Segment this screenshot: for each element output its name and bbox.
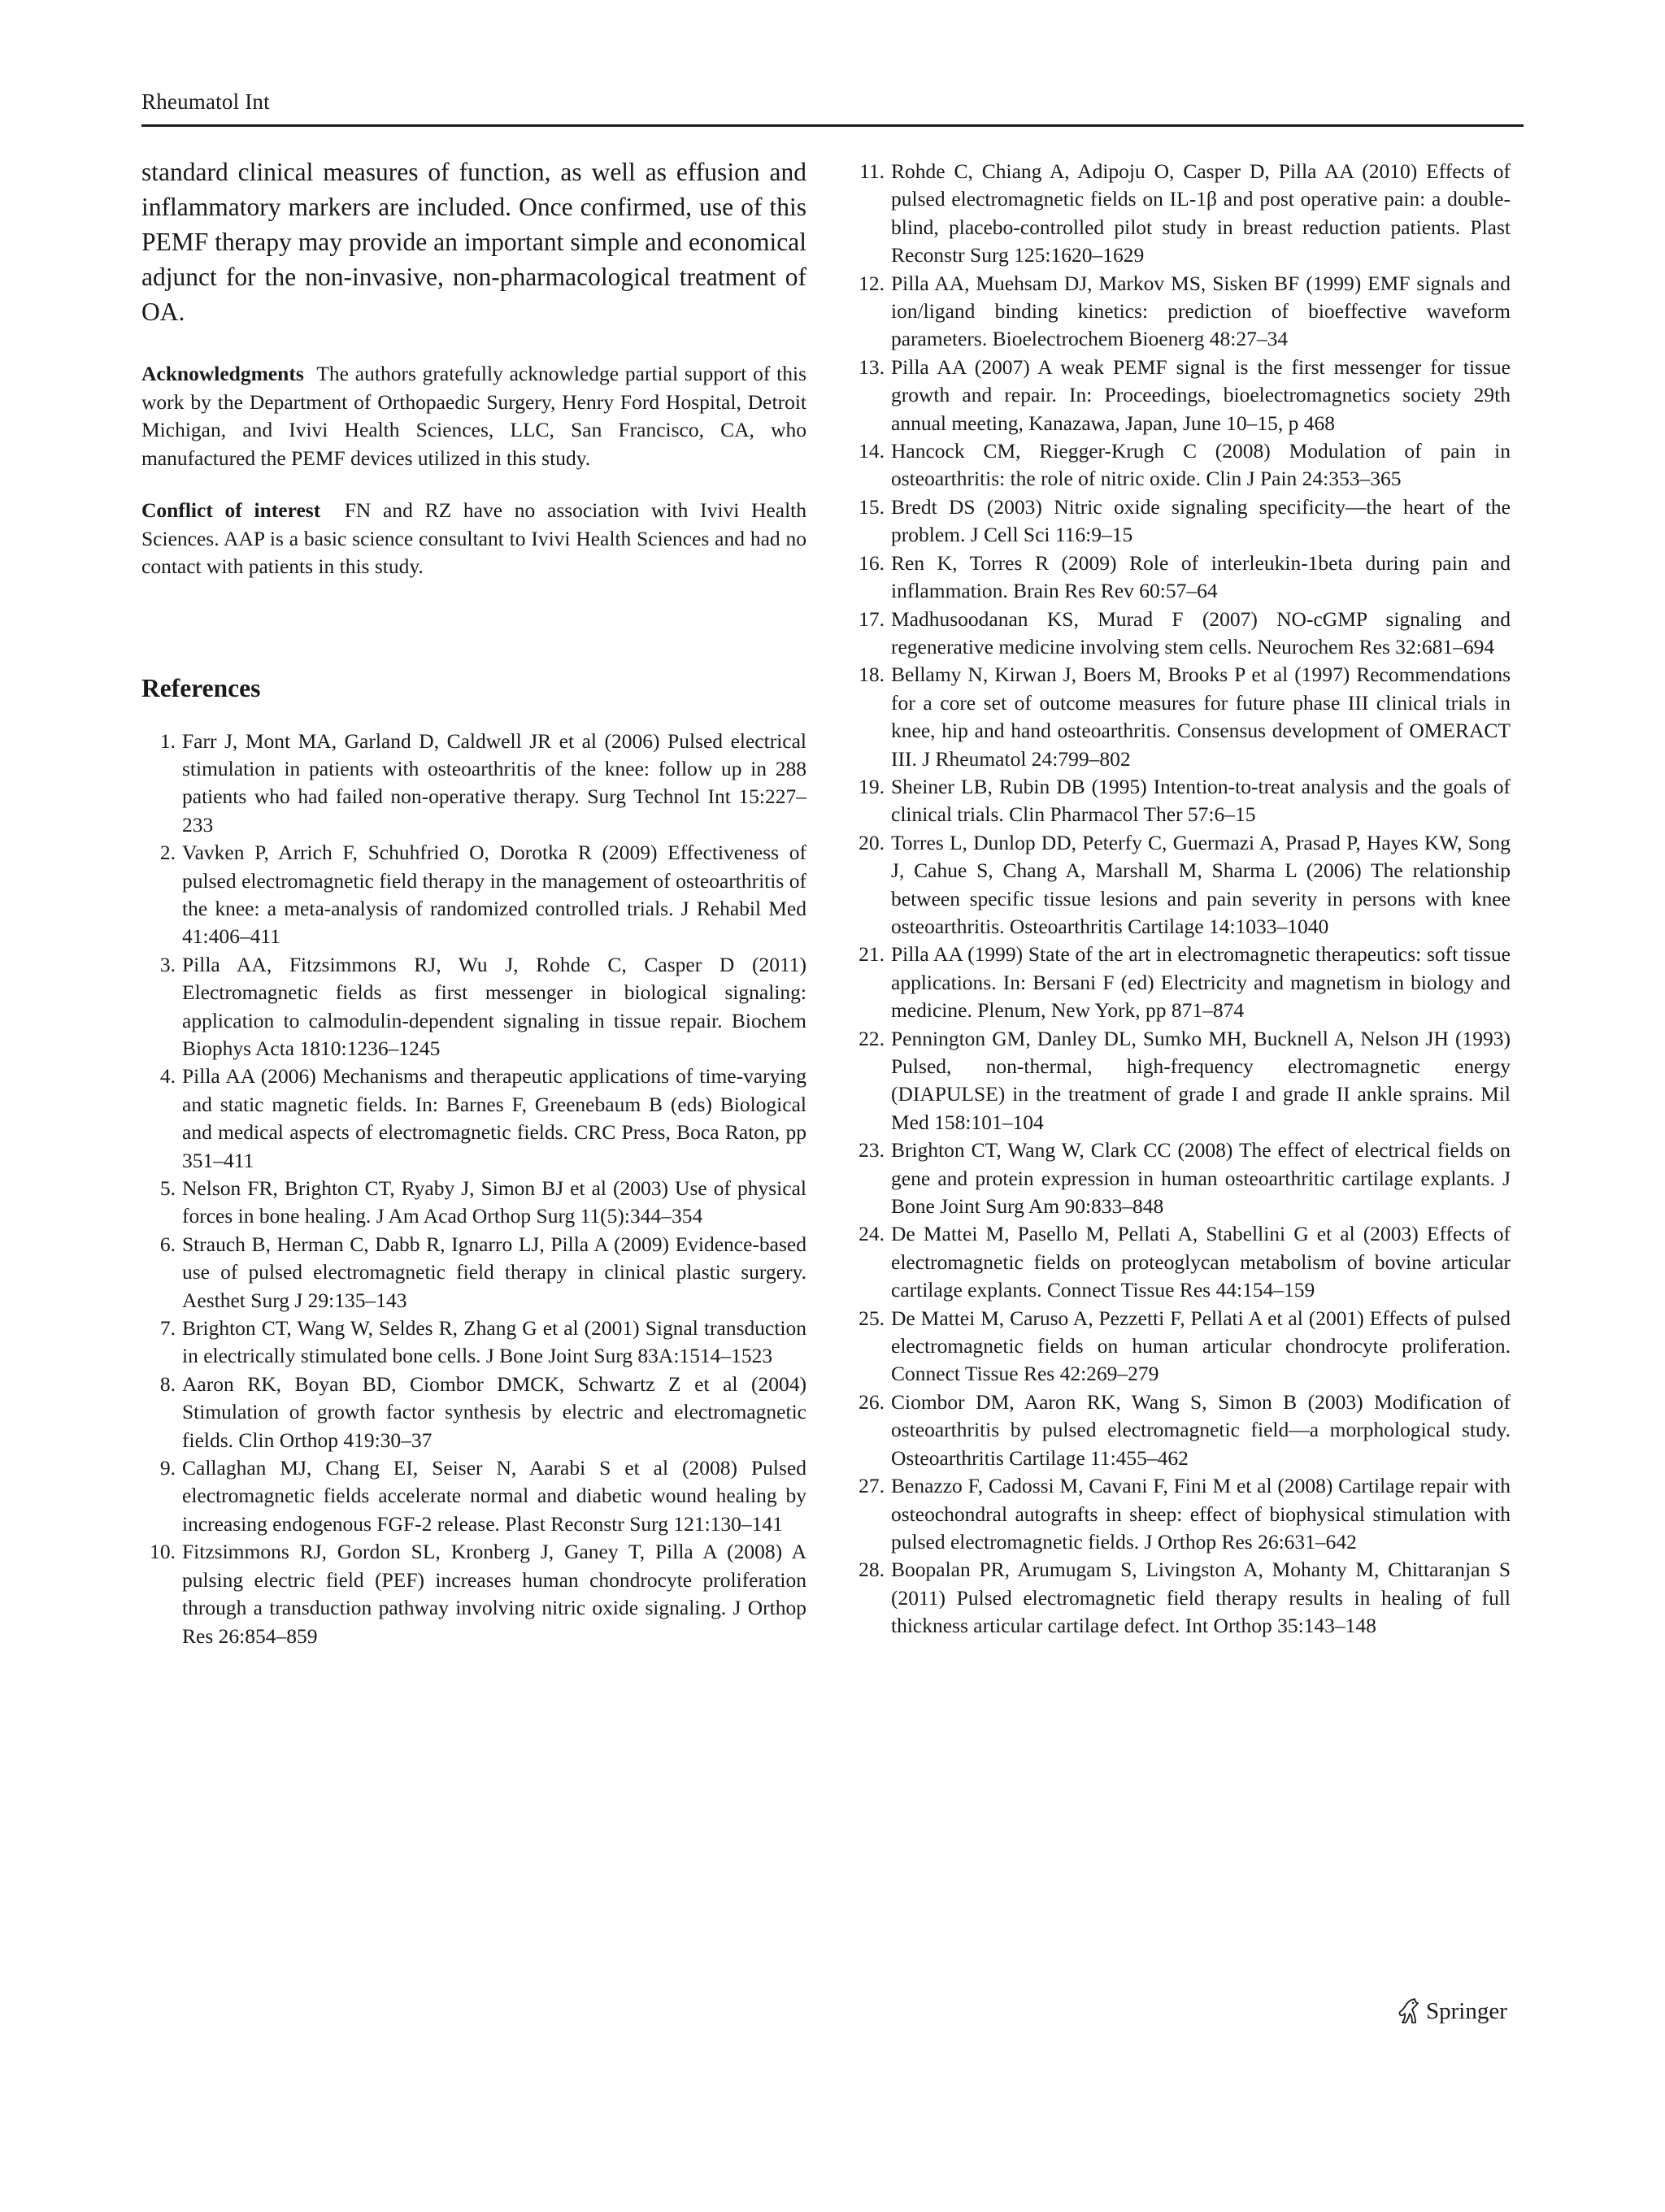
reference-number: 3.	[159, 952, 176, 976]
reference-item	[850, 1388, 1511, 1472]
reference-item	[141, 1371, 806, 1454]
reference-item	[850, 354, 1511, 437]
reference-item	[850, 1472, 1511, 1556]
reference-text: Ren K, Torres R (2009) Role of interleukin-1beta during pain and inflammation. Brain Res Rev 60:57–64	[891, 550, 1511, 603]
reference-item	[141, 1231, 806, 1315]
running-head: Rheumatol Int	[141, 89, 270, 114]
reference-item	[850, 941, 1511, 1024]
reference-number: 28.	[859, 1558, 885, 1582]
reference-number: 9.	[159, 1456, 176, 1480]
reference-text: De Mattei M, Pasello M, Pellati A, Stabellini G et al (2003) Effects of electromagnetic fields on proteoglycan metabolism of bovine articular cartilage explants. Connect Tissue Res 44:154–159	[891, 1222, 1511, 1302]
reference-number: 23.	[859, 1138, 885, 1162]
reference-number: 17.	[859, 606, 885, 631]
right-column	[850, 158, 1511, 1641]
reference-text: Madhusoodanan KS, Murad F (2007) NO-cGMP signaling and regenerative medicine involving stem cells. Neurochem Res 32:681–694	[891, 606, 1511, 658]
reference-number: 4.	[159, 1064, 176, 1089]
reference-number: 10.	[150, 1540, 176, 1564]
reference-text: De Mattei M, Caruso A, Pezzetti F, Pellati A et al (2001) Effects of pulsed electromagnetic fields on human articular chondrocyte proliferation. Connect Tissue Res 42:269–279	[891, 1306, 1511, 1386]
reference-number: 13.	[859, 354, 885, 379]
reference-text: Brighton CT, Wang W, Clark CC (2008) The effect of electrical fields on gene and protein expression in human osteoarthritic cartilage explants. J Bone Joint Surg Am 90:833–848	[891, 1138, 1511, 1219]
reference-text: Callaghan MJ, Chang EI, Seiser N, Aarabi S et al (2008) Pulsed electromagnetic fields accelerate normal and diabetic wound healing by increasing endogenous FGF-2 release. Plast Reconstr Surg 121:130–141	[182, 1456, 806, 1536]
reference-item	[850, 1305, 1511, 1388]
reference-number: 16.	[859, 550, 885, 575]
reference-item	[850, 1556, 1511, 1640]
reference-text: Pilla AA (1999) State of the art in electromagnetic therapeutics: soft tissue applications. In: Bersani F (ed) Electricity and magnetism in biology and medicine. Plenum, New York, pp 871–874	[891, 942, 1511, 1023]
reference-item	[850, 829, 1511, 941]
conflict-label: Conflict of interest	[141, 498, 321, 522]
reference-item	[850, 1136, 1511, 1220]
acknowledgments-text: The authors gratefully acknowledge partial support of this work by the Department of Orthopaedic Surgery, Henry Ford Hospital, Detroit Michigan, and Ivivi Health Sciences, LLC, San Francisco, CA, who manufactured the PEMF devices utilized in this study.	[141, 362, 807, 470]
reference-number: 22.	[859, 1026, 885, 1050]
reference-number: 15.	[859, 494, 885, 519]
conflict-text: FN and RZ have no association with Ivivi Health Sciences. AAP is a basic science consultant to Ivivi Health Sciences and had no contact with patients in this study.	[141, 498, 806, 578]
reference-text: Hancock CM, Riegger-Krugh C (2008) Modulation of pain in osteoarthritis: the role of nitric oxide. Clin J Pain 24:353–365	[891, 439, 1511, 491]
reference-number: 2.	[159, 841, 176, 865]
references-heading: References	[141, 673, 261, 702]
reference-text: Bellamy N, Kirwan J, Boers M, Brooks P et al (1997) Recommendations for a core set of outcome measures for future phase III clinical trials in knee, hip and hand osteoarthritis. Consensus development of OMERACT III. J Rheumatol 24:799–802	[891, 663, 1511, 771]
reference-number: 5.	[159, 1176, 176, 1200]
conflict-of-interest-section	[141, 497, 806, 581]
reference-item	[141, 839, 806, 951]
reference-number: 19.	[859, 774, 885, 798]
reference-item	[850, 606, 1511, 662]
reference-item	[850, 550, 1511, 606]
reference-item	[850, 158, 1511, 270]
reference-number: 20.	[859, 830, 885, 854]
reference-text: Nelson FR, Brighton CT, Ryaby J, Simon BJ et al (2003) Use of physical forces in bone healing. J Am Acad Orthop Surg 11(5):344–354	[182, 1176, 806, 1228]
reference-item	[850, 1220, 1511, 1304]
publisher-logo	[1397, 1997, 1507, 2026]
reference-number: 7.	[159, 1316, 176, 1341]
reference-list-left	[141, 728, 806, 1650]
reference-text: Fitzsimmons RJ, Gordon SL, Kronberg J, Ganey T, Pilla A (2008) A pulsing electric field (PEF) increases human chondrocyte proliferation through a transduction pathway involving nitric oxide signaling. J Orthop Res 26:854–859	[182, 1540, 806, 1648]
reference-number: 27.	[859, 1474, 885, 1498]
reference-item	[141, 1538, 806, 1650]
reference-item	[141, 1454, 806, 1538]
reference-text: Bredt DS (2003) Nitric oxide signaling specificity—the heart of the problem. J Cell Sci 116:9–15	[891, 494, 1511, 547]
reference-number: 12.	[859, 271, 885, 295]
reference-text: Brighton CT, Wang W, Seldes R, Zhang G et al (2001) Signal transduction in electrically stimulated bone cells. J Bone Joint Surg 83A:1514–1523	[182, 1316, 806, 1368]
reference-list-right	[850, 158, 1511, 1641]
reference-text: Pilla AA (2006) Mechanisms and therapeutic applications of time-varying and static magnetic fields. In: Barnes F, Greenebaum B (eds) Biological and medical aspects of electromagnetic fields. CRC Press, Boca Raton, pp 351–411	[182, 1064, 806, 1172]
reference-number: 11.	[859, 159, 885, 183]
reference-number: 25.	[859, 1306, 885, 1330]
reference-item	[850, 661, 1511, 773]
reference-number: 1.	[159, 728, 176, 753]
reference-item	[141, 1063, 806, 1175]
reference-number: 24.	[859, 1222, 885, 1246]
reference-text: Farr J, Mont MA, Garland D, Caldwell JR et al (2006) Pulsed electrical stimulation in patients with osteoarthritis of the knee: follow up in 288 patients who had failed non-operative therapy. Surg Technol Int 15:227–233	[182, 728, 806, 837]
reference-item	[141, 1175, 806, 1231]
reference-number: 6.	[159, 1232, 176, 1256]
reference-number: 26.	[859, 1389, 885, 1414]
springer-horse-icon	[1397, 1997, 1421, 2025]
reference-item	[141, 951, 806, 1063]
acknowledgments-label: Acknowledgments	[141, 362, 304, 385]
left-column	[141, 154, 806, 1650]
reference-text: Strauch B, Herman C, Dabb R, Ignarro LJ, Pilla A (2009) Evidence-based use of pulsed electromagnetic field therapy in clinical plastic surgery. Aesthet Surg J 29:135–143	[182, 1232, 806, 1312]
reference-item	[850, 1025, 1511, 1137]
reference-item	[141, 728, 806, 840]
reference-item	[850, 773, 1511, 829]
reference-text: Boopalan PR, Arumugam S, Livingston A, Mohanty M, Chittaranjan S (2011) Pulsed electromagnetic field therapy results in healing of full thickness articular cartilage defect. Int Orthop 35:143–148	[891, 1558, 1511, 1638]
reference-number: 18.	[859, 663, 885, 687]
reference-item	[850, 493, 1511, 550]
reference-text: Pilla AA, Fitzsimmons RJ, Wu J, Rohde C, Casper D (2011) Electromagnetic fields as first messenger in biological signaling: application to calmodulin-dependent signaling in tissue repair. Biochem Biophys Acta 1810:1236–1245	[182, 952, 806, 1060]
reference-text: Pilla AA (2007) A weak PEMF signal is the first messenger for tissue growth and repair. In: Proceedings, bioelectromagnetics society 29th annual meeting, Kanazawa, Japan, June 10–15, p 468	[891, 354, 1511, 435]
reference-number: 21.	[859, 942, 885, 967]
reference-text: Ciombor DM, Aaron RK, Wang S, Simon B (2003) Modification of osteoarthritis by pulsed electromagnetic field—a morphological study. Osteoarthritis Cartilage 11:455–462	[891, 1389, 1511, 1470]
acknowledgments-section	[141, 360, 806, 472]
intro-paragraph: standard clinical measures of function, as well as effusion and inflammatory markers are included. Once confirmed, use of this PEMF therapy may provide an important simple and economical adjunct for the non-invasive, non-pharmacological treatment of OA.	[141, 158, 806, 326]
reference-item	[141, 1315, 806, 1371]
reference-text: Pennington GM, Danley DL, Sumko MH, Bucknell A, Nelson JH (1993) Pulsed, non-thermal, high-frequency electromagnetic energy (DIAPULSE) in the treatment of grade I and grade II ankle sprains. Mil Med 158:101–104	[891, 1026, 1511, 1134]
reference-number: 8.	[159, 1371, 176, 1396]
reference-number: 14.	[859, 439, 885, 463]
header-rule	[141, 124, 1524, 127]
reference-text: Aaron RK, Boyan BD, Ciombor DMCK, Schwartz Z et al (2004) Stimulation of growth factor synthesis by electric and electromagnetic fields. Clin Orthop 419:30–37	[182, 1371, 806, 1452]
reference-text: Torres L, Dunlop DD, Peterfy C, Guermazi A, Prasad P, Hayes KW, Song J, Cahue S, Chang A, Marshall M, Sharma L (2006) The relationship between specific tissue lesions and pain severity in persons with knee osteoarthritis. Osteoarthritis Cartilage 14:1033–1040	[891, 830, 1511, 938]
reference-text: Vavken P, Arrich F, Schuhfried O, Dorotka R (2009) Effectiveness of pulsed electromagnetic field therapy in the management of osteoarthritis of the knee: a meta-analysis of randomized controlled trials. J Rehabil Med 41:406–411	[182, 841, 806, 949]
reference-text: Sheiner LB, Rubin DB (1995) Intention-to-treat analysis and the goals of clinical trials. Clin Pharmacol Ther 57:6–15	[891, 774, 1511, 827]
reference-item	[850, 437, 1511, 493]
reference-text: Rohde C, Chiang A, Adipoju O, Casper D, Pilla AA (2010) Effects of pulsed electromagnetic fields on IL-1β and post operative pain: a double-blind, placebo-controlled pilot study in breast reduction patients. Plast Reconstr Surg 125:1620–1629	[891, 159, 1511, 267]
reference-text: Pilla AA, Muehsam DJ, Markov MS, Sisken BF (1999) EMF signals and ion/ligand binding kinetics: prediction of bioeffective waveform parameters. Bioelectrochem Bioenerg 48:27–34	[891, 271, 1511, 351]
reference-item	[850, 270, 1511, 354]
reference-text: Benazzo F, Cadossi M, Cavani F, Fini M et al (2008) Cartilage repair with osteochondral autografts in sheep: effect of biophysical stimulation with pulsed electromagnetic fields. J Orthop Res 26:631–642	[891, 1474, 1511, 1554]
publisher-name: Springer	[1426, 1998, 1507, 2024]
